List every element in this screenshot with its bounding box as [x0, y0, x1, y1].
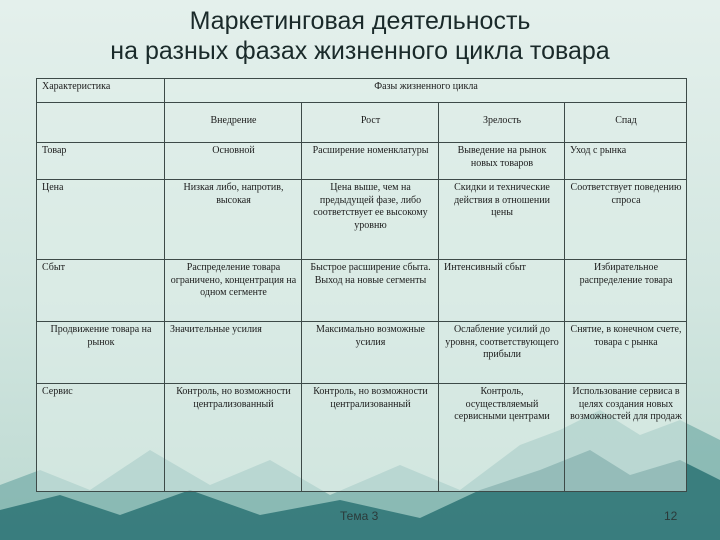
row-label: Цена — [37, 180, 165, 260]
phase-name: Рост — [302, 103, 439, 143]
table-row — [37, 322, 687, 384]
table-cell: Контроль, но возможности централизованный — [165, 384, 302, 492]
phase-corner-cell — [37, 103, 165, 143]
slide-title-line-1: Маркетинговая деятельность — [189, 7, 531, 35]
table-row — [37, 384, 687, 492]
table-cell: Избирательное распределение товара — [565, 260, 687, 322]
phase-name: Зрелость — [439, 103, 565, 143]
table-row — [37, 143, 687, 180]
phase-name: Внедрение — [165, 103, 302, 143]
row-label: Сервис — [37, 384, 165, 492]
table-cell: Максимально возможные усилия — [302, 322, 439, 384]
table-cell: Контроль, но возможности централизованный — [302, 384, 439, 492]
footer-topic: Тема 3 — [340, 509, 379, 523]
table-cell: Скидки и технические действия в отношении цены — [439, 180, 565, 260]
table-row — [37, 180, 687, 260]
table-cell: Снятие, в конечном счете, товара с рынка — [565, 322, 687, 384]
phase-name: Спад — [565, 103, 687, 143]
table-cell: Соответствует поведению спроса — [565, 180, 687, 260]
table-cell: Цена выше, чем на предыдущей фазе, либо соответствует ее высокому уровню — [302, 180, 439, 260]
page-number: 12 — [664, 509, 678, 523]
table-cell: Основной — [165, 143, 302, 180]
table-row — [37, 260, 687, 322]
table-cell: Контроль, осуществляемый сервисными центрами — [439, 384, 565, 492]
table-cell: Интенсивный сбыт — [439, 260, 565, 322]
phase-names-row — [37, 103, 687, 143]
table-header-row — [37, 79, 687, 103]
table-cell: Распределение товара ограничено, концентрация на одном сегменте — [165, 260, 302, 322]
lifecycle-table — [36, 78, 687, 492]
table-cell: Расширение номенклатуры — [302, 143, 439, 180]
row-label: Продвижение товара на рынок — [37, 322, 165, 384]
table-cell: Выведение на рынок новых товаров — [439, 143, 565, 180]
row-label: Товар — [37, 143, 165, 180]
header-phases: Фазы жизненного цикла — [165, 79, 687, 103]
table-cell: Низкая либо, напротив, высокая — [165, 180, 302, 260]
row-label: Сбыт — [37, 260, 165, 322]
table-cell: Значительные усилия — [165, 322, 302, 384]
table-cell: Ослабление усилий до уровня, соответствующего прибыли — [439, 322, 565, 384]
table-cell: Использование сервиса в целях создания новых возможностей для продаж — [565, 384, 687, 492]
table-cell: Уход с рынка — [565, 143, 687, 180]
slide-title — [0, 6, 720, 66]
slide-title-line-2: на разных фазах жизненного цикла товара — [110, 37, 610, 65]
table-cell: Быстрое расширение сбыта. Выход на новые сегменты — [302, 260, 439, 322]
header-characteristic: Характеристика — [37, 79, 165, 103]
